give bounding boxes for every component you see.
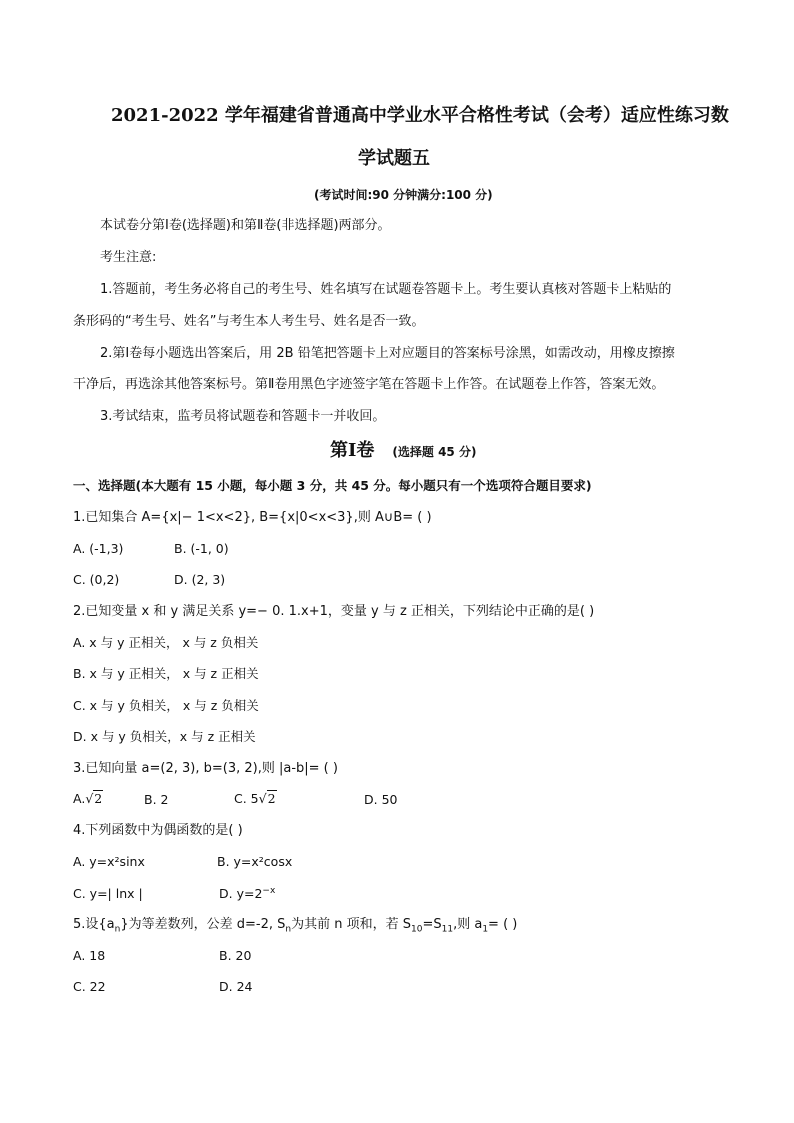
- sqrt-symbol: √2: [258, 791, 276, 806]
- sqrt-symbol: √2: [85, 791, 103, 806]
- question-4-option-b: B. y=x²cosx: [217, 854, 293, 869]
- q5-stem-part: ,则 a: [453, 917, 483, 932]
- question-1-option-b: B. (-1, 0): [174, 541, 229, 556]
- notice-heading: 考生注意:: [100, 250, 157, 265]
- question-5-stem: [73, 916, 517, 934]
- question-1-option-a: A. (-1,3): [73, 541, 124, 556]
- q5-stem-part: }为等差数列，公差 d=-2, S: [120, 917, 286, 932]
- question-2-option-b: B. x 与 y 正相关， x 与 z 正相关: [73, 666, 259, 681]
- question-5-option-b: B. 20: [219, 948, 252, 963]
- section-heading: [330, 439, 476, 465]
- question-2-option-c: C. x 与 y 负相关， x 与 z 负相关: [73, 698, 259, 713]
- question-3-option-c-radicand: 2: [267, 791, 276, 806]
- question-4-option-d: [219, 885, 275, 903]
- notice-2-line2: 干净后，再选涂其他答案标号。第Ⅱ卷用黑色字迹签字笔在答题卡上作答。在试题卷上作答，答案无效。: [73, 377, 665, 392]
- question-1-stem: 1.已知集合 A={x|− 1<x<2}, B={x|0<x<3},则 A∪B= ( ): [73, 510, 432, 525]
- question-1-option-c: C. (0,2): [73, 572, 120, 587]
- section-title: 第Ⅰ卷: [330, 440, 375, 461]
- question-2-option-d: D. x 与 y 负相关，x 与 z 正相关: [73, 729, 256, 744]
- q5-sub: 11: [441, 924, 454, 935]
- q5-stem-part: 5.设{a: [73, 917, 115, 932]
- q5-sub: 1: [482, 924, 489, 935]
- question-1-option-d: D. (2, 3): [174, 572, 226, 587]
- question-3-stem: 3.已知向量 a=(2, 3), b=(3, 2),则 |a-b|= ( ): [73, 761, 338, 776]
- question-3-option-a-label: A.: [73, 791, 86, 806]
- question-2-option-a: A. x 与 y 正相关， x 与 z 负相关: [73, 635, 259, 650]
- notice-3: 3.考试结束，监考员将试题卷和答题卡一并收回。: [100, 409, 386, 424]
- q5-sub: 10: [411, 924, 423, 935]
- section-subtitle: (选择题 45 分): [392, 445, 477, 459]
- part1-title: 一、选择题(本大题有 15 小题，每小题 3 分，共 45 分。每小题只有一个选项符合题目要求): [73, 478, 592, 493]
- question-3-option-a-radicand: 2: [94, 791, 103, 806]
- notice-1-line2: 条形码的“考生号、姓名”与考生本人考生号、姓名是否一致。: [73, 314, 425, 329]
- question-3-option-c-label: C. 5: [234, 791, 259, 806]
- intro-text: 本试卷分第Ⅰ卷(选择题)和第Ⅱ卷(非选择题)两部分。: [100, 218, 391, 233]
- exam-title-line1: 2021-2022 学年福建省普通高中学业水平合格性考试（会考）适应性练习数: [111, 105, 729, 126]
- question-4-option-d-base: D. y=2: [219, 886, 263, 901]
- notice-1-line1: 1.答题前，考生务必将自己的考生号、姓名填写在试题卷答题卡上。考生要认真核对答题卡上粘贴的: [100, 282, 672, 297]
- q5-stem-part: =S: [422, 917, 442, 932]
- question-5-option-a: A. 18: [73, 948, 106, 963]
- q5-stem-part: 为其前 n 项和，若 S: [291, 917, 412, 932]
- question-4-option-a: A. y=x²sinx: [73, 854, 145, 869]
- question-4-option-d-exponent: −x: [262, 885, 276, 896]
- q5-sub: n: [285, 924, 292, 935]
- exam-title-line2: 学试题五: [358, 148, 430, 169]
- question-5-option-c: C. 22: [73, 979, 106, 994]
- notice-2-line1: 2.第Ⅰ卷每小题选出答案后，用 2B 铅笔把答题卡上对应题目的答案标号涂黑，如需改动，用橡皮擦擦: [100, 346, 675, 361]
- question-3-option-b: B. 2: [144, 792, 169, 807]
- question-3-option-d: D. 50: [364, 792, 398, 807]
- question-3-option-c: [234, 790, 277, 808]
- question-5-option-d: D. 24: [219, 979, 253, 994]
- question-2-stem: 2.已知变量 x 和 y 满足关系 y=− 0. 1.x+1，变量 y 与 z 正相关，下列结论中正确的是( ): [73, 604, 595, 619]
- question-4-option-c: C. y=| lnx |: [73, 886, 143, 901]
- question-4-stem: 4.下列函数中为偶函数的是( ): [73, 823, 243, 838]
- question-3-option-a: [73, 790, 103, 808]
- q5-stem-part: = ( ): [488, 917, 518, 932]
- q5-sub: n: [114, 924, 121, 935]
- exam-info: (考试时间:90 分钟满分:100 分): [314, 188, 493, 202]
